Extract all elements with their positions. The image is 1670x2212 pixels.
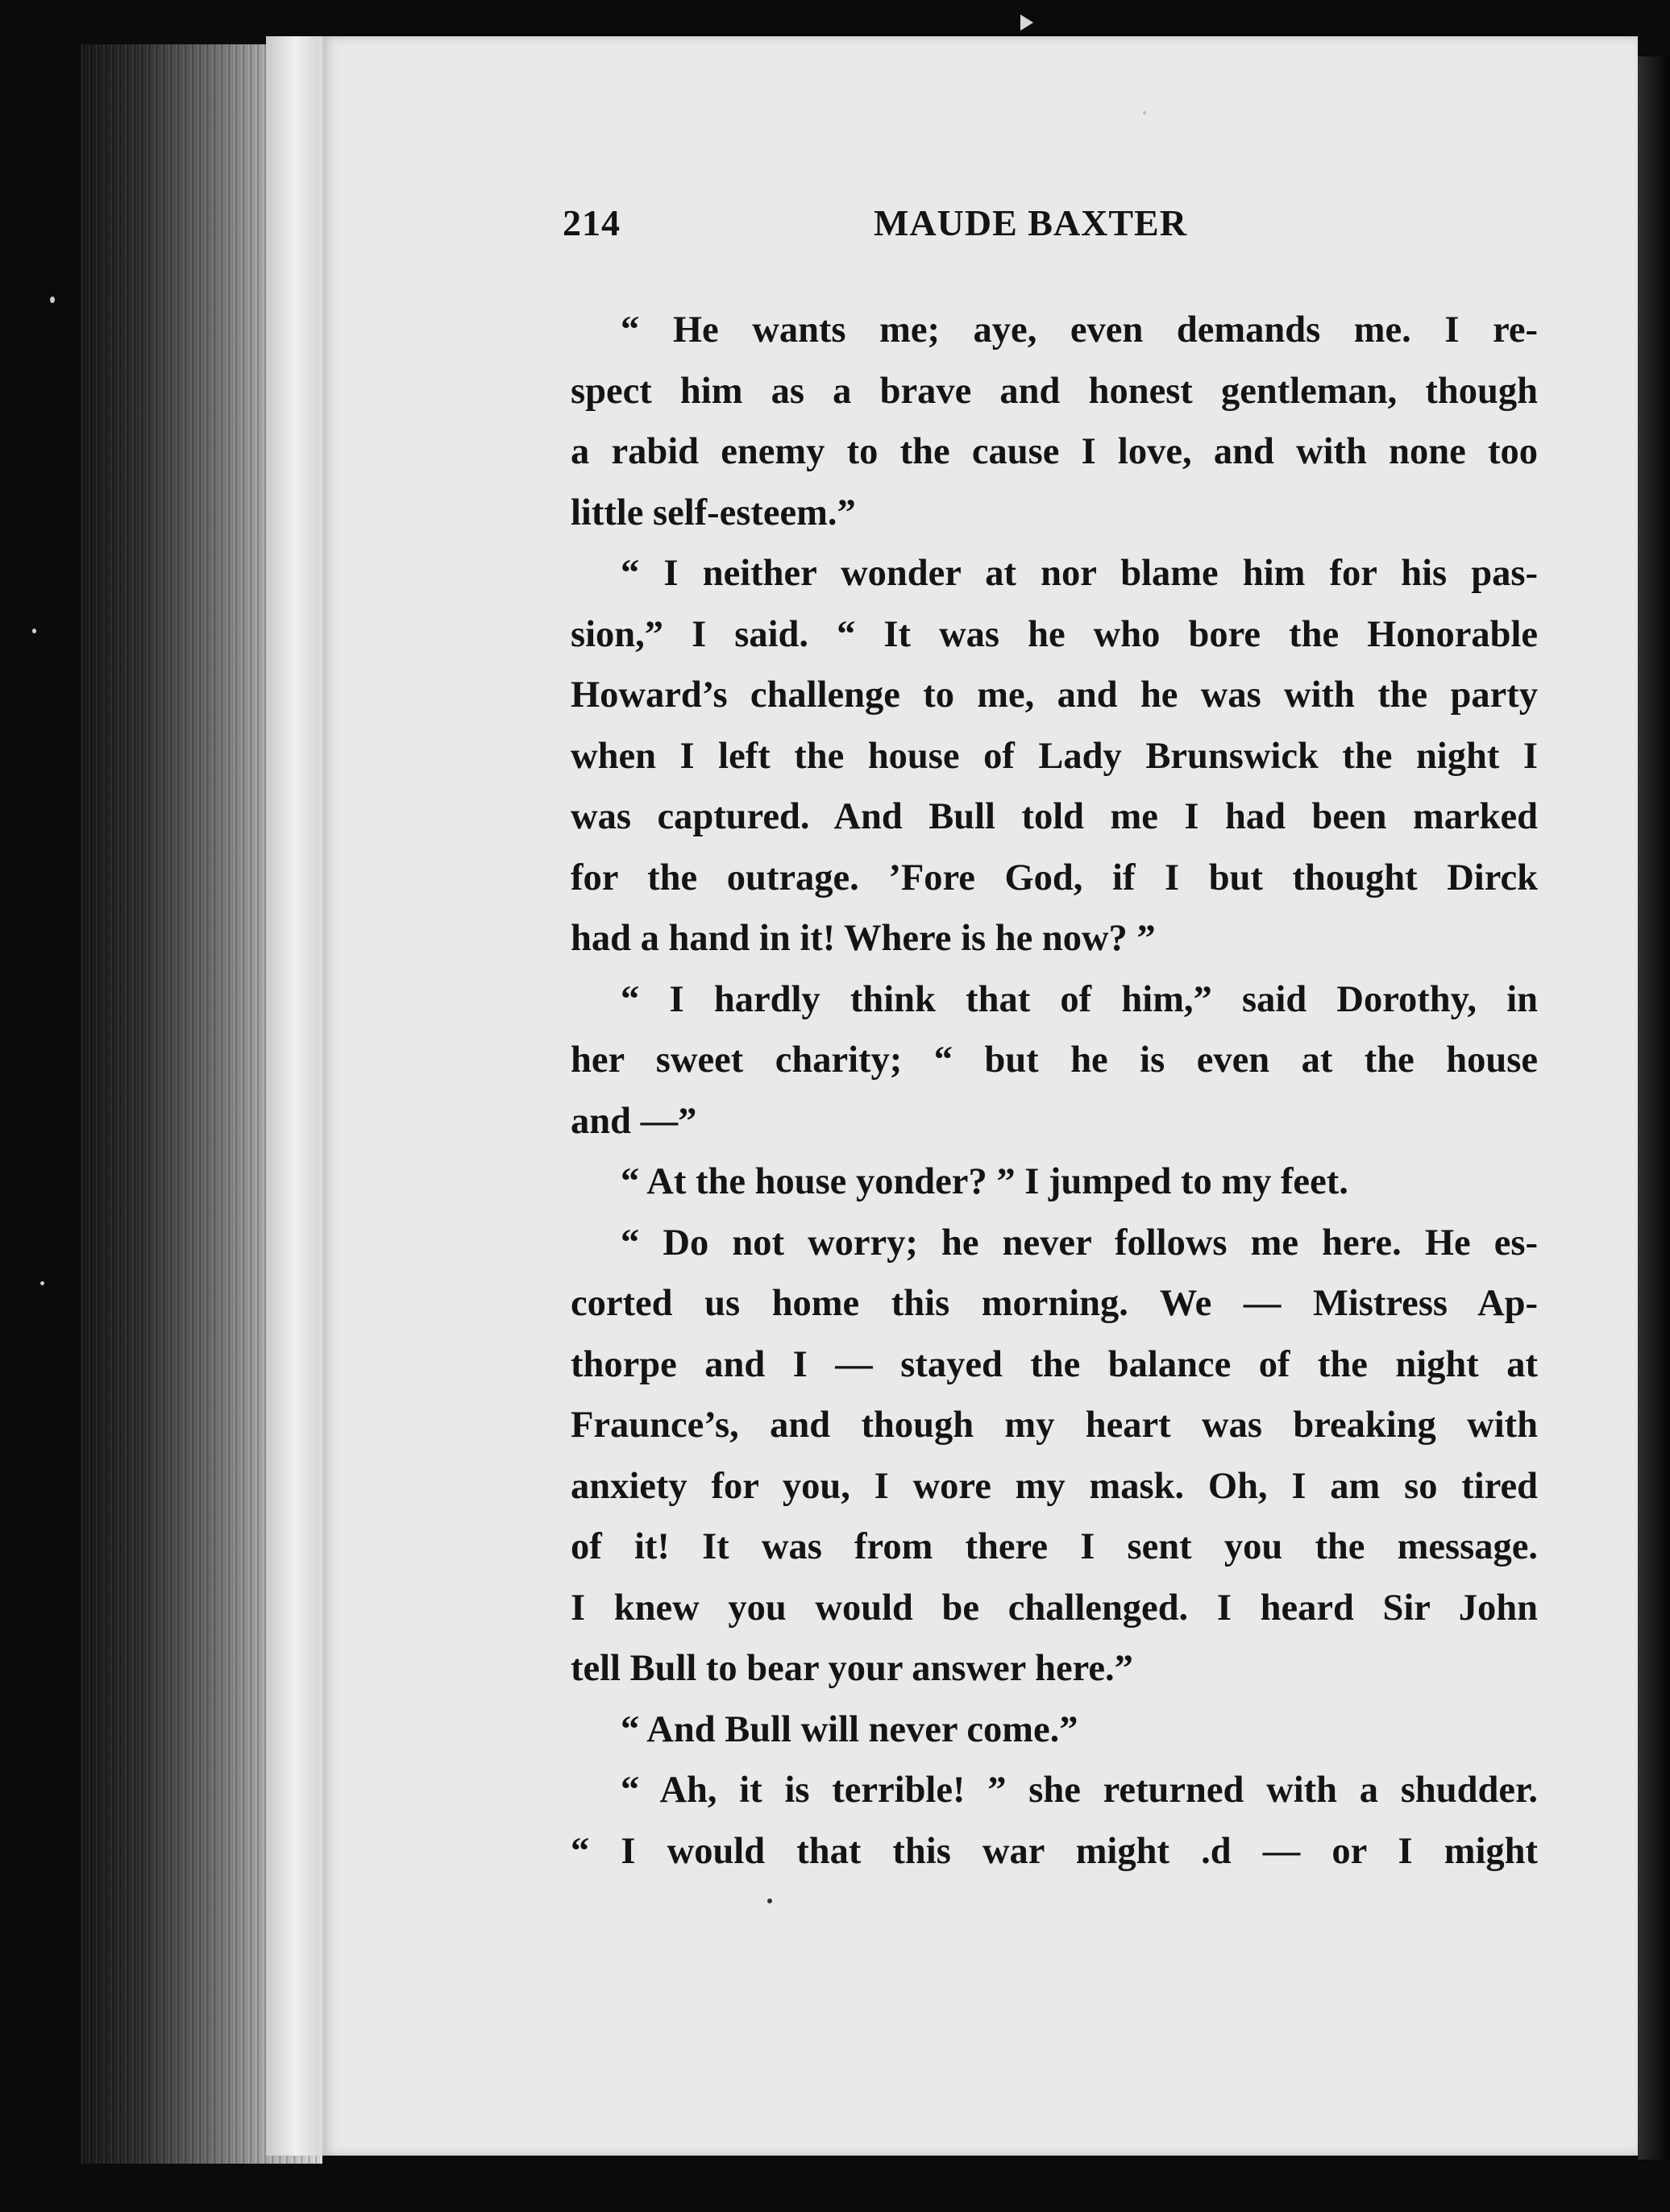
text-line: corted us home this morning. We — Mistress Ap-: [571, 1283, 1538, 1324]
text-line: a rabid enemy to the cause I love, and with none too: [571, 431, 1538, 472]
text-line: anxiety for you, I wore my mask. Oh, I am so tired: [571, 1465, 1538, 1507]
text-line: and —”: [571, 1100, 697, 1142]
text-line: “ At the house yonder? ” I jumped to my feet.: [621, 1161, 1348, 1202]
text-line: “ I hardly think that of him,” said Dorothy, in: [621, 978, 1538, 1020]
page-shadow: [1638, 56, 1670, 2160]
text-line: of it! It was from there I sent you the message.: [571, 1526, 1538, 1567]
page-number: 214: [563, 202, 621, 243]
text-line: was captured. And Bull told me I had been marked: [571, 796, 1538, 837]
text-line: for the outrage. ’Fore God, if I but thought Dirck: [571, 857, 1538, 898]
dust-speck: [32, 629, 36, 633]
text-line: “ Ah, it is terrible! ” she returned with a shudder.: [621, 1770, 1538, 1811]
text-line: “ I would that this war might .d — or I might: [571, 1830, 1538, 1872]
text-line: “ And Bull will never come.”: [621, 1708, 1078, 1750]
running-title: MAUDE BAXTER: [874, 202, 1187, 243]
body-text: [571, 300, 1538, 1882]
text-line: I knew you would be challenged. I heard Sir John: [571, 1587, 1538, 1629]
text-line: her sweet charity; “ but he is even at the house: [571, 1040, 1538, 1081]
dust-speck: [50, 297, 55, 303]
dust-speck: [1143, 111, 1146, 114]
text-line: Howard’s challenge to me, and he was with the party: [571, 674, 1538, 716]
text-line: Fraunce’s, and though my heart was breaking with: [571, 1405, 1538, 1446]
text-line: had a hand in it! Where is he now? ”: [571, 918, 1156, 959]
text-line: thorpe and I — stayed the balance of the night at: [571, 1343, 1538, 1385]
running-head: [563, 201, 1256, 266]
scan-marker-icon: [1020, 15, 1033, 31]
text-line: sion,” I said. “ It was he who bore the Honorable: [571, 613, 1538, 655]
text-line: “ Do not worry; he never follows me here. He es-: [621, 1222, 1538, 1264]
dust-speck: [40, 1281, 44, 1285]
text-line: little self-esteem.”: [571, 492, 856, 533]
text-line: when I left the house of Lady Brunswick the night I: [571, 735, 1538, 777]
text-line: spect him as a brave and honest gentleman, though: [571, 370, 1538, 412]
text-line: “ I neither wonder at nor blame him for his pas-: [621, 553, 1538, 594]
text-line: “ He wants me; aye, even demands me. I re-: [621, 309, 1538, 351]
text-line: tell Bull to bear your answer here.”: [571, 1648, 1133, 1689]
dust-speck: [767, 1899, 772, 1903]
